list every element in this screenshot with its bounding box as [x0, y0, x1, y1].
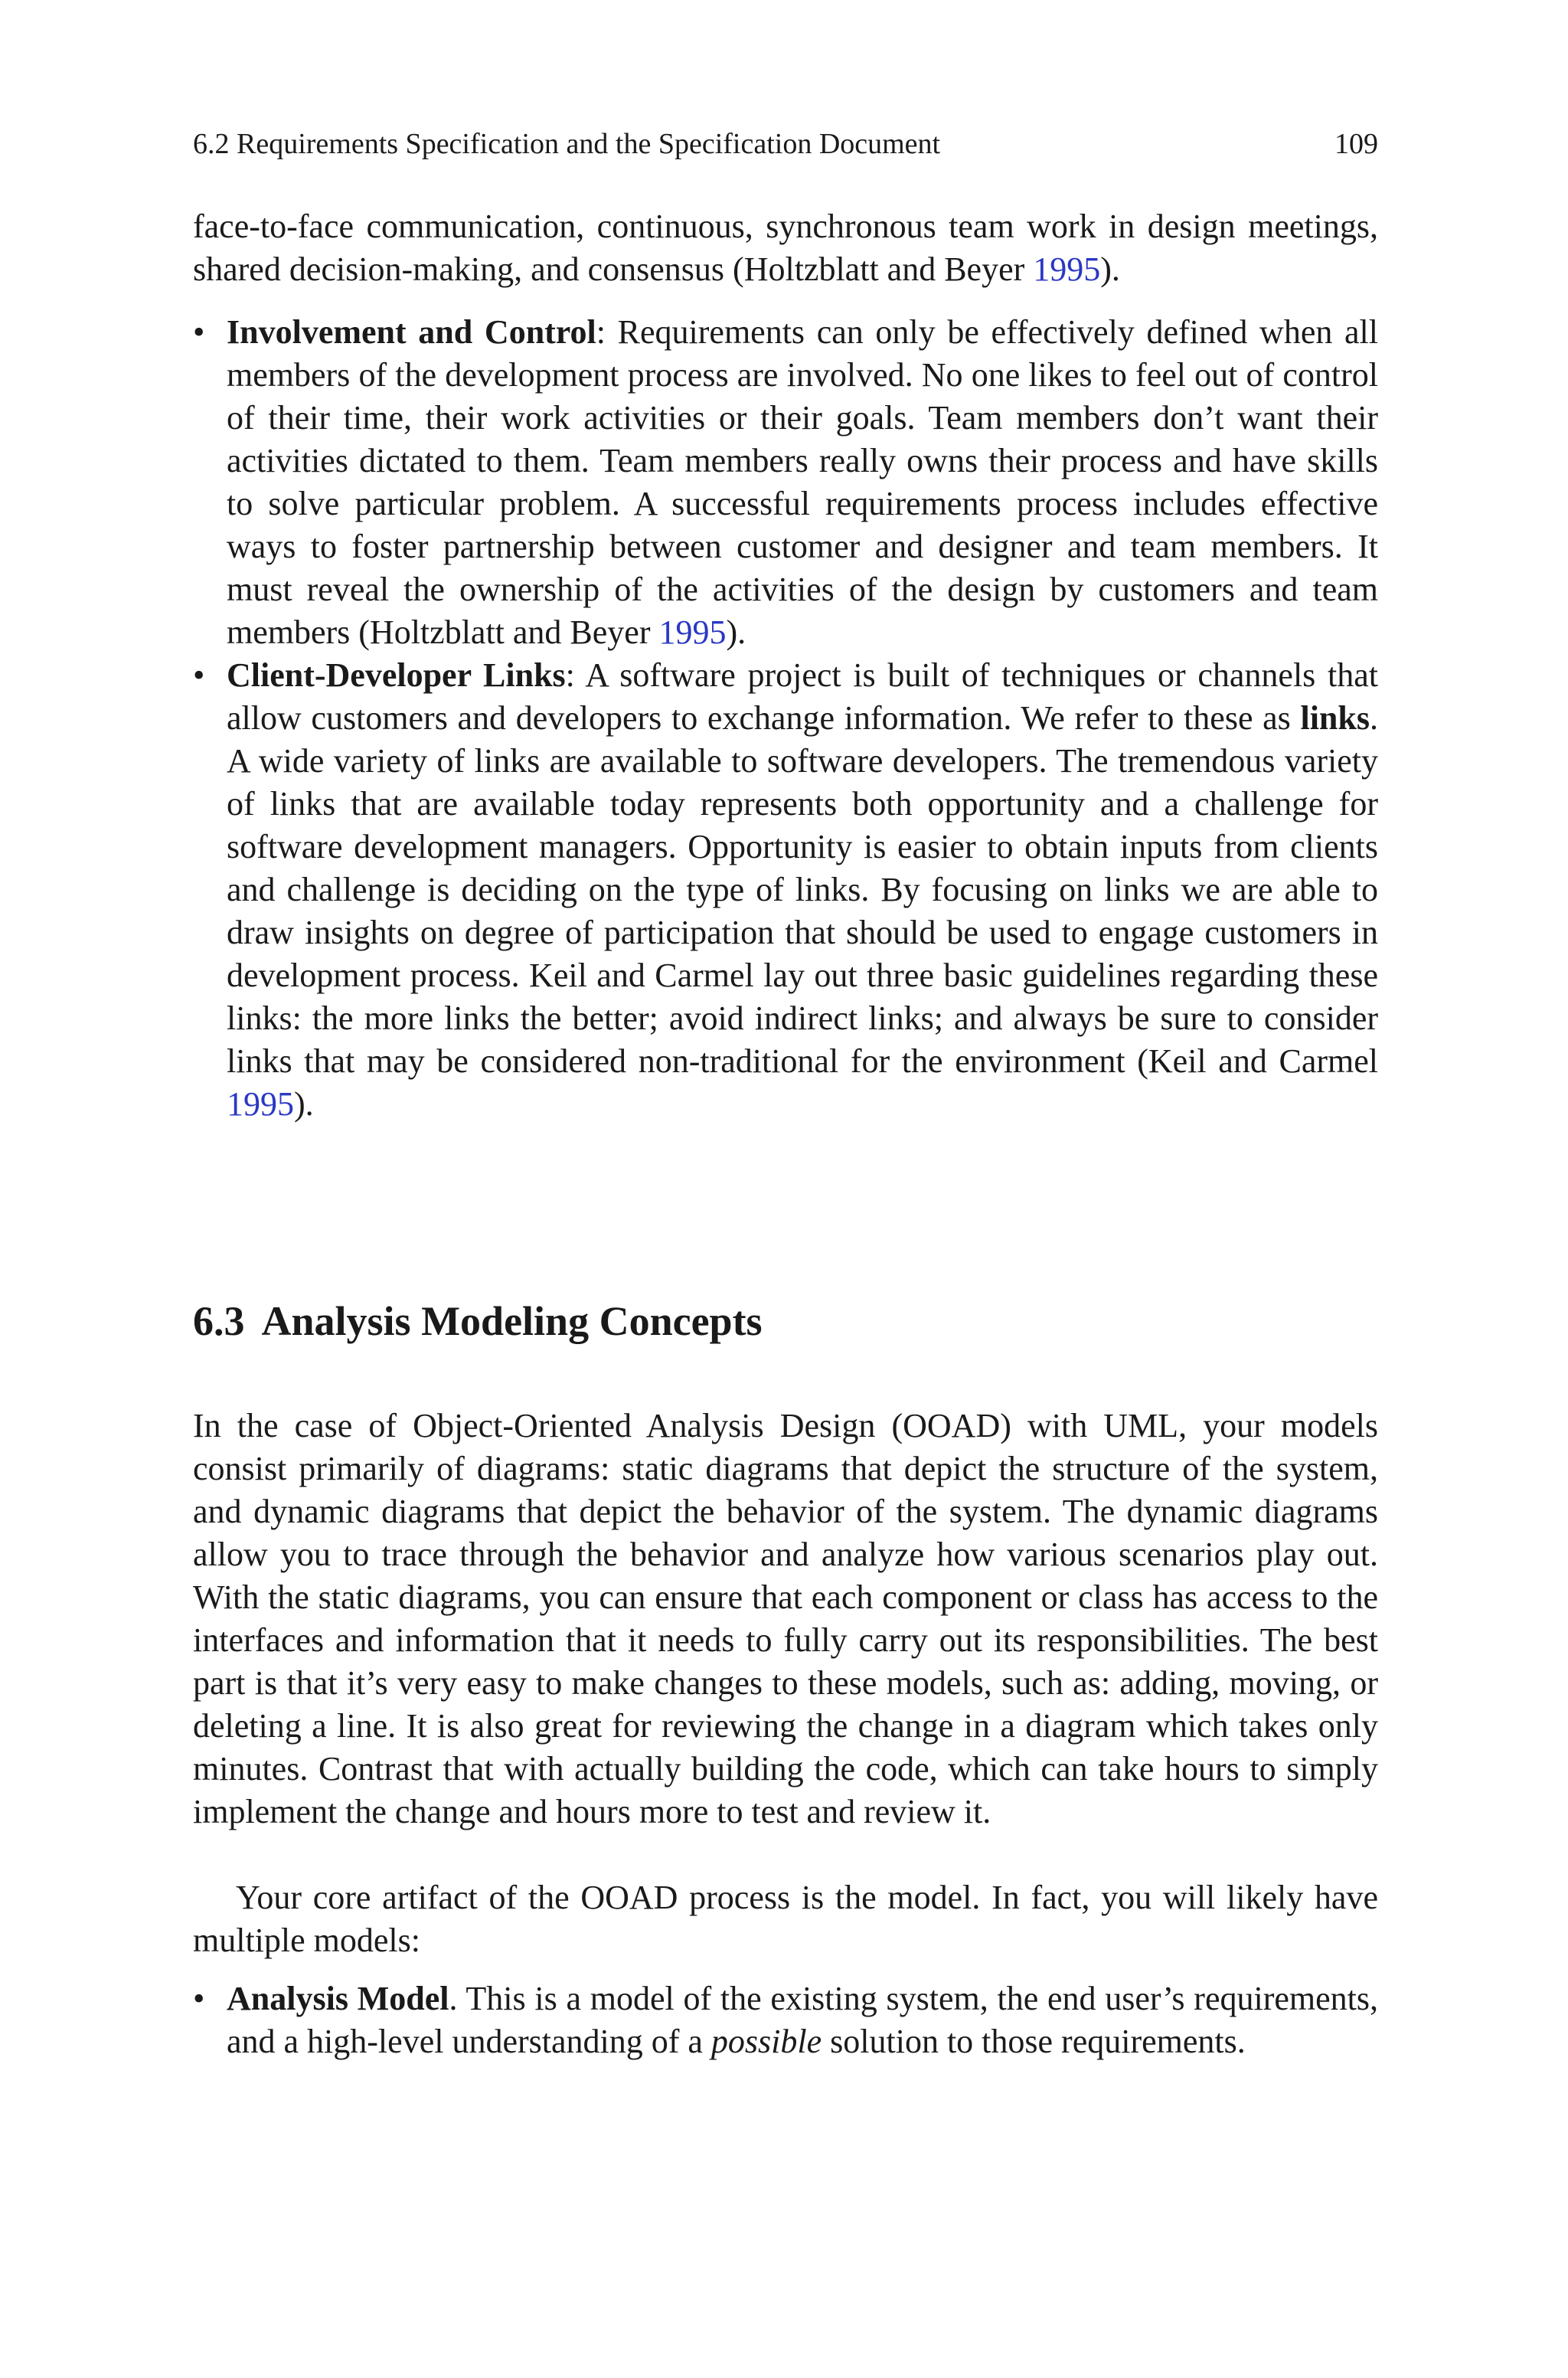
- page-number: 109: [1334, 128, 1378, 160]
- section-heading: [193, 1294, 1378, 1348]
- running-header: [193, 124, 1378, 164]
- list-item-emphasis: links: [1300, 699, 1370, 737]
- bullet-icon: •: [193, 1980, 205, 2017]
- list-item-text: A software project is built of techniques or channels that allow customers and developers to exchange information. We refer to these as: [227, 656, 1378, 737]
- list-item-text: This is a model of the existing system, the end user’s requirements, and a high-level understanding of a: [227, 1980, 1378, 2060]
- list-item-text: solution to those requirements.: [822, 2023, 1246, 2060]
- bullet-list-requirements: [193, 311, 1378, 1126]
- continuation-text: face-to-face communication, continuous, synchronous team work in design meetings, shared decision-making, and consensus (Holtzblatt and Beyer: [193, 208, 1378, 288]
- citation-link[interactable]: 1995: [658, 613, 727, 651]
- citation-link[interactable]: 1995: [1033, 250, 1101, 288]
- body-paragraph: Your core artifact of the OOAD process is the model. In fact, you will likely have multiple models:: [193, 1879, 1378, 1959]
- list-item: • Client-Developer Links: A software project is built of techniques or channels that allow customers and developers to exchange information. We refer to these as links. A wide variety of links are available to software developers. The tremendous variety of links that are available today represents both opportunity and a challenge for software development managers. Opportunity is easier to obtain inputs from clients and challenge is deciding on the type of links. By focusing on links we are able to draw insights on degree of participation that should be used to engage customers in development process. Keil and Carmel lay out three basic guidelines regarding these links: the more links the better; avoid indirect links; and always be sure to consider links that may be considered non-traditional for the environment (Keil and Carmel 1995).: [193, 654, 1378, 1126]
- bullet-icon: •: [193, 313, 205, 351]
- section-number: 6.3: [193, 1298, 245, 1344]
- list-item-term: Analysis Model: [227, 1980, 449, 2017]
- bullet-icon: •: [193, 656, 205, 694]
- bullet-list-models: [193, 1977, 1378, 2063]
- running-header-section: 6.2 Requirements Specification and the Specification Document: [193, 128, 941, 160]
- list-item-text: . A wide variety of links are available to software developers. The tremendous variety of links that are available today represents both opportunity and a challenge for software development managers. Opportunity is easier to obtain inputs from clients and challenge is deciding on the type of links. By focusing on links we are able to draw insights on degree of participation that should be used to engage customers in development process. Keil and Carmel lay out three basic guidelines regarding these links: the more links the better; avoid indirect links; and always be sure to consider links that may be considered non-traditional for the environment (Keil and Carmel: [227, 699, 1378, 1080]
- list-item-text: Requirements can only be effectively defined when all members of the development process are involved. No one likes to feel out of control of their time, their work activities or their goals. Team members don’t want their activities dictated to them. Team members really owns their process and have skills to solve particular problem. A successful requirements process includes effective ways to foster partnership between customer and designer and team members. It must reveal the ownership of the activities of the design by customers and team members (Holtzblatt and Beyer: [227, 313, 1379, 651]
- continuation-paragraph: face-to-face communication, continuous, synchronous team work in design meetings, shared decision-making, and consensus (Holtzblatt and Beyer 1995).: [193, 208, 1378, 288]
- body-paragraph: In the case of Object-Oriented Analysis Design (OOAD) with UML, your models consist primarily of diagrams: static diagrams that depict the structure of the system, and dynamic diagrams that depict the behavior of the system. The dynamic diagrams allow you to trace through the behavior and analyze how various scenarios play out. With the static diagrams, you can ensure that each component or class has access to the interfaces and information that it needs to fully carry out its responsibilities. The best part is that it’s very easy to make changes to these models, such as: adding, moving, or deleting a line. It is also great for reviewing the change in a diagram which takes only minutes. Contrast that with actually building the code, which can take hours to simply implement the change and hours more to test and review it.: [193, 1407, 1378, 1830]
- list-item: • Involvement and Control: Requirements can only be effectively defined when all members of the development process are involved. No one likes to feel out of control of their time, their work activities or their goals. Team members don’t want their activities dictated to them. Team members really owns their process and have skills to solve particular problem. A successful requirements process includes effective ways to foster partnership between customer and designer and team members. It must reveal the ownership of the activities of the design by customers and team members (Holtzblatt and Beyer 1995).: [193, 311, 1378, 654]
- list-item-term: Involvement and Control: [227, 313, 596, 351]
- list-item-term: Client-Developer Links: [227, 656, 566, 694]
- citation-link[interactable]: 1995: [227, 1085, 294, 1123]
- section-title: Analysis Modeling Concepts: [261, 1298, 763, 1344]
- list-item-emphasis: possible: [710, 2023, 822, 2060]
- list-item: • Analysis Model. This is a model of the existing system, the end user’s requirements, and a high-level understanding of a possible solution to those requirements.: [193, 1977, 1378, 2063]
